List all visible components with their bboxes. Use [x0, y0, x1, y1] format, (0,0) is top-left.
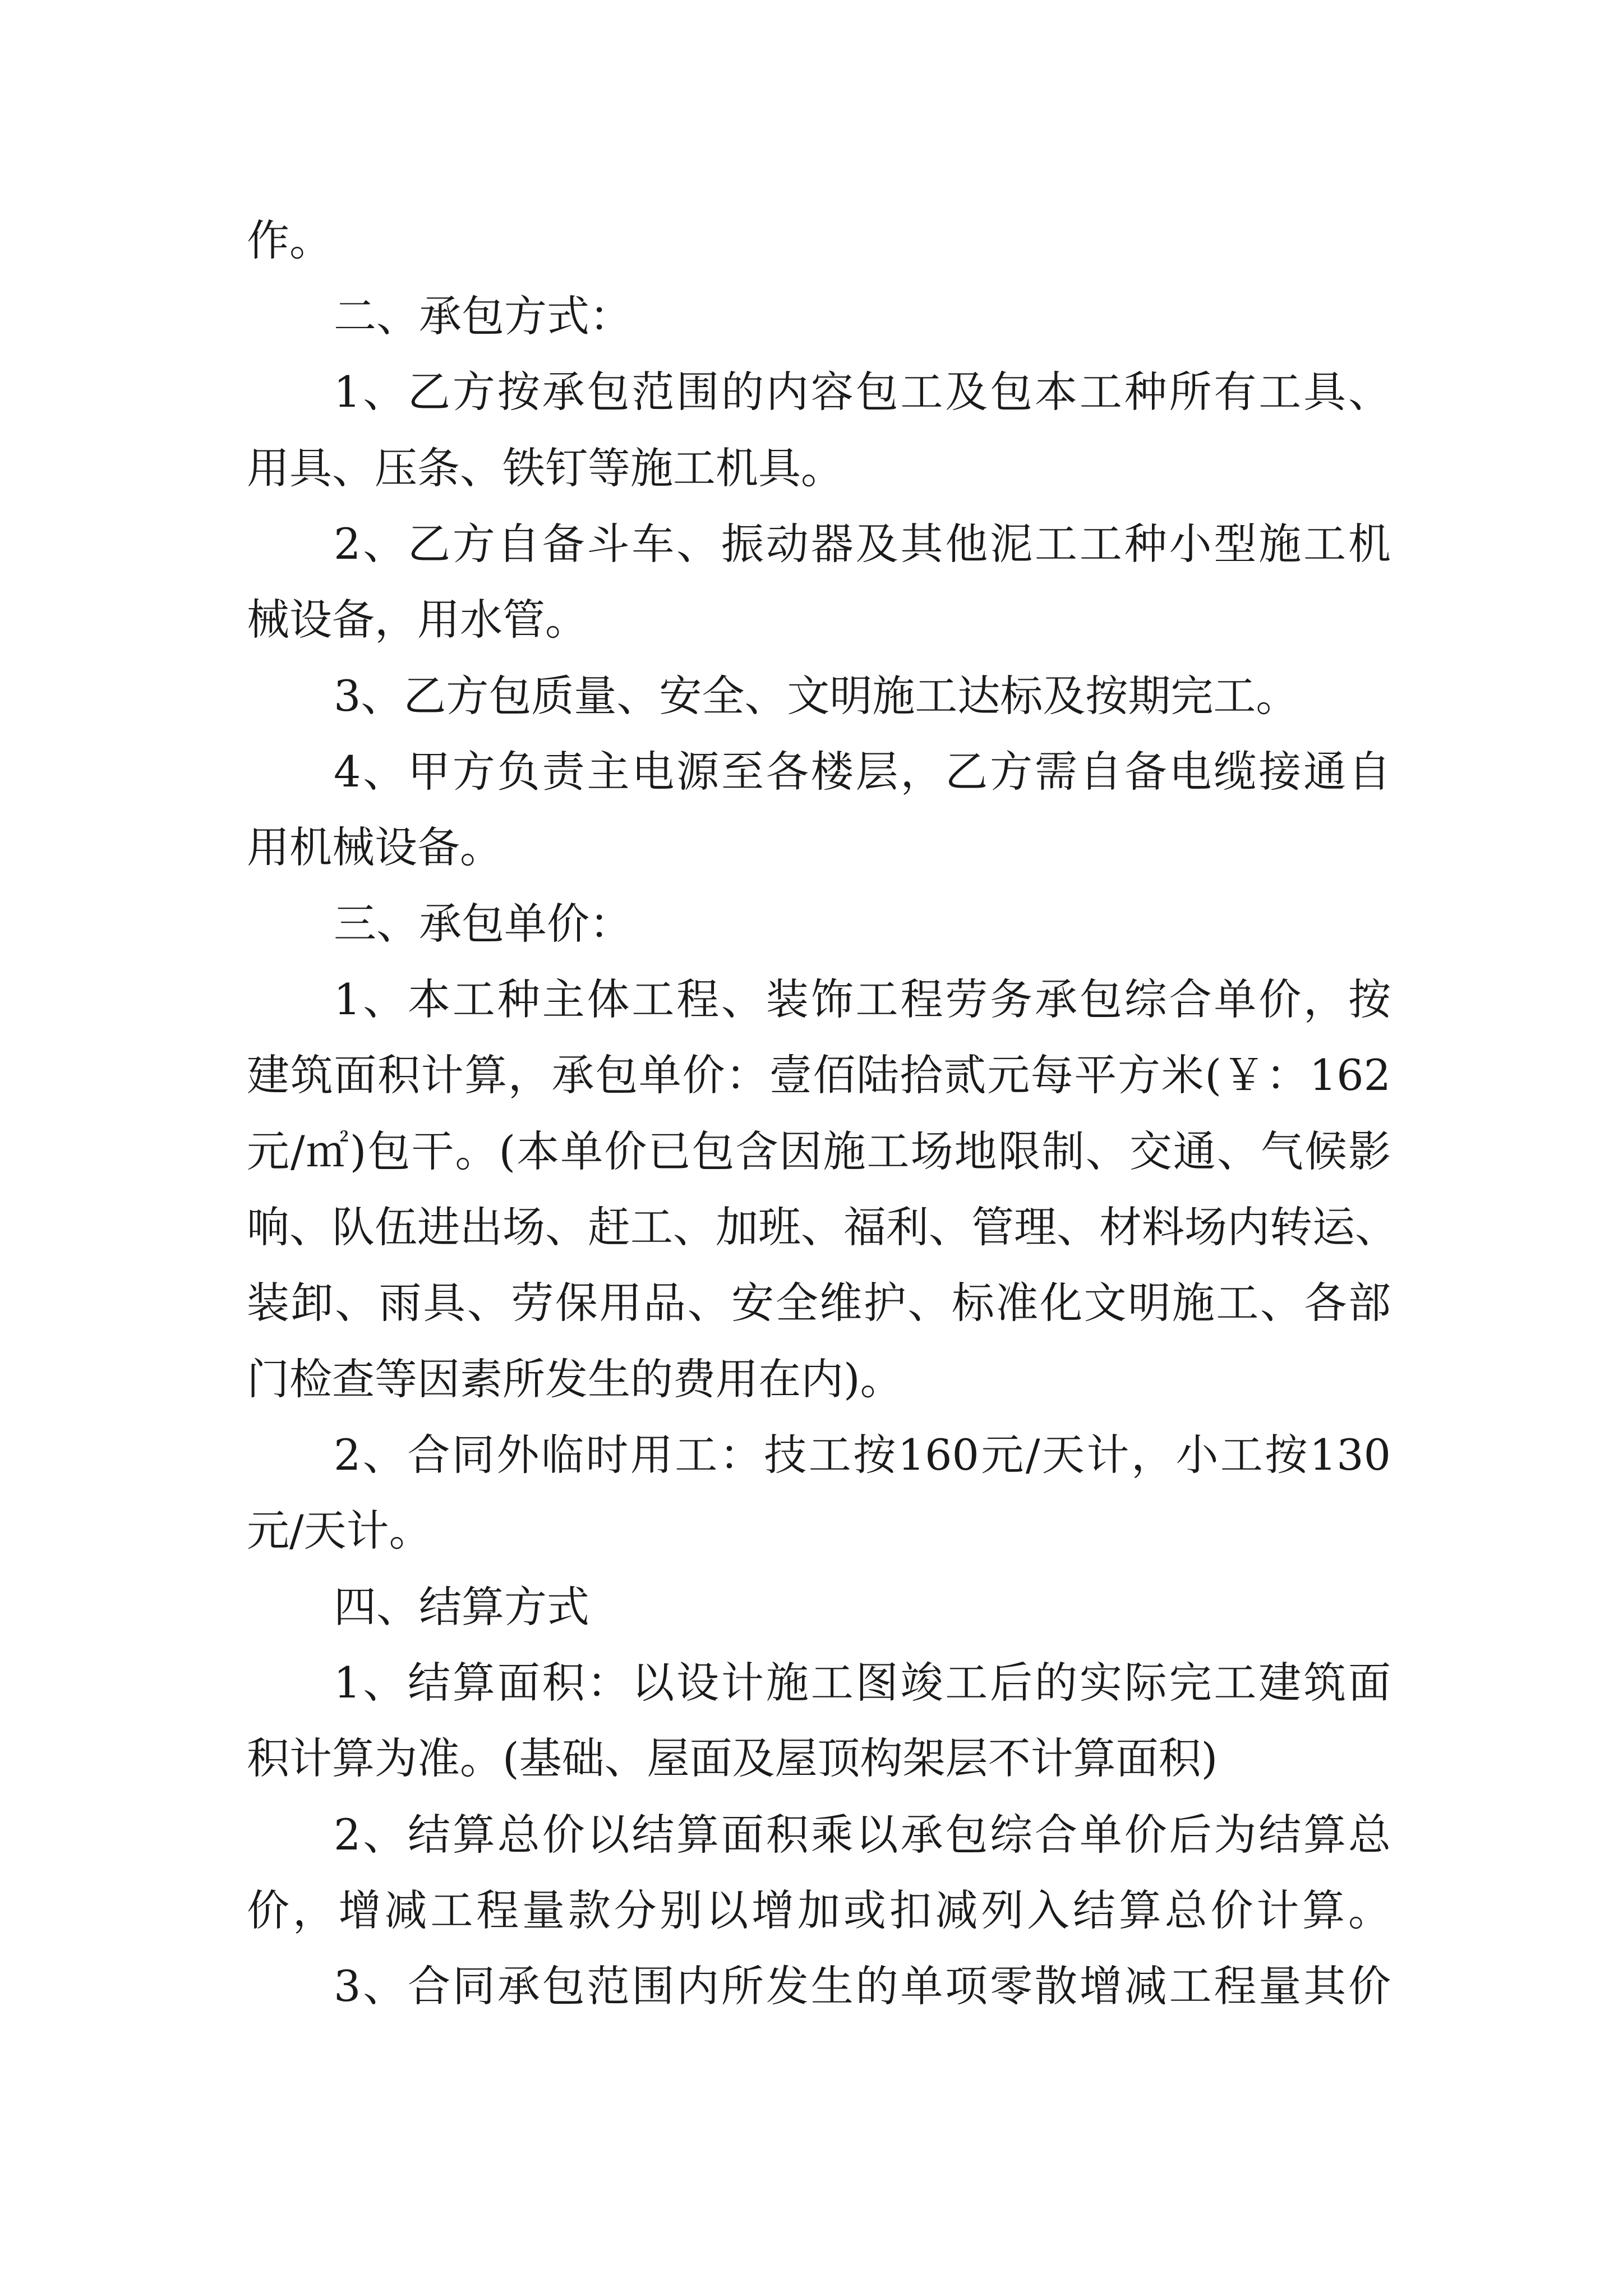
text-line: 1、结算面积：以设计施工图竣工后的实际完工建筑面 — [334, 1658, 1391, 1708]
text-line: 2、合同外临时用工：技工按160元/天计，小工按130 — [334, 1430, 1391, 1480]
text-line: 2、结算总价以结算面积乘以承包综合单价后为结算总 — [334, 1810, 1391, 1860]
section-heading: 四、结算方式 — [334, 1582, 589, 1632]
text-line: 用机械设备。 — [247, 822, 502, 872]
text-line: 3、乙方包质量、安全、文明施工达标及按期完工。 — [334, 671, 1299, 721]
text-line: 建筑面积计算，承包单价：壹佰陆拾贰元每平方米(￥：162 — [247, 1050, 1391, 1100]
text-line: 积计算为准。(基础、屋面及屋顶构架层不计算面积) — [247, 1733, 1218, 1783]
text-line: 4、甲方负责主电源至各楼层，乙方需自备电缆接通自 — [334, 747, 1391, 797]
text-line: 用具、压条、铁钉等施工机具。 — [247, 443, 843, 493]
text-line: 2、乙方自备斗车、振动器及其他泥工工种小型施工机 — [334, 519, 1391, 569]
text-line: 1、乙方按承包范围的内容包工及包本工种所有工具、 — [334, 367, 1391, 417]
text-line: 装卸、雨具、劳保用品、安全维护、标准化文明施工、各部 — [247, 1278, 1391, 1328]
text-line: 元/㎡)包干。(本单价已包含因施工场地限制、交通、气候影 — [247, 1126, 1391, 1176]
text-line: 门检查等因素所发生的费用在内)。 — [247, 1354, 903, 1404]
text-line: 械设备，用水管。 — [247, 595, 588, 645]
section-heading: 三、承包单价： — [334, 899, 632, 949]
text-line: 元/天计。 — [247, 1506, 432, 1556]
text-line: 作。 — [247, 215, 332, 265]
text-line: 价，增减工程量款分别以增加或扣减列入结算总价计算。 — [247, 1885, 1391, 1935]
section-heading: 二、承包方式： — [334, 291, 632, 341]
text-line: 1、本工种主体工程、装饰工程劳务承包综合单价，按 — [334, 974, 1391, 1024]
text-line: 3、合同承包范围内所发生的单项零散增减工程量其价 — [334, 1961, 1391, 2011]
text-line: 响、队伍进出场、赶工、加班、福利、管理、材料场内转运、 — [247, 1202, 1398, 1252]
